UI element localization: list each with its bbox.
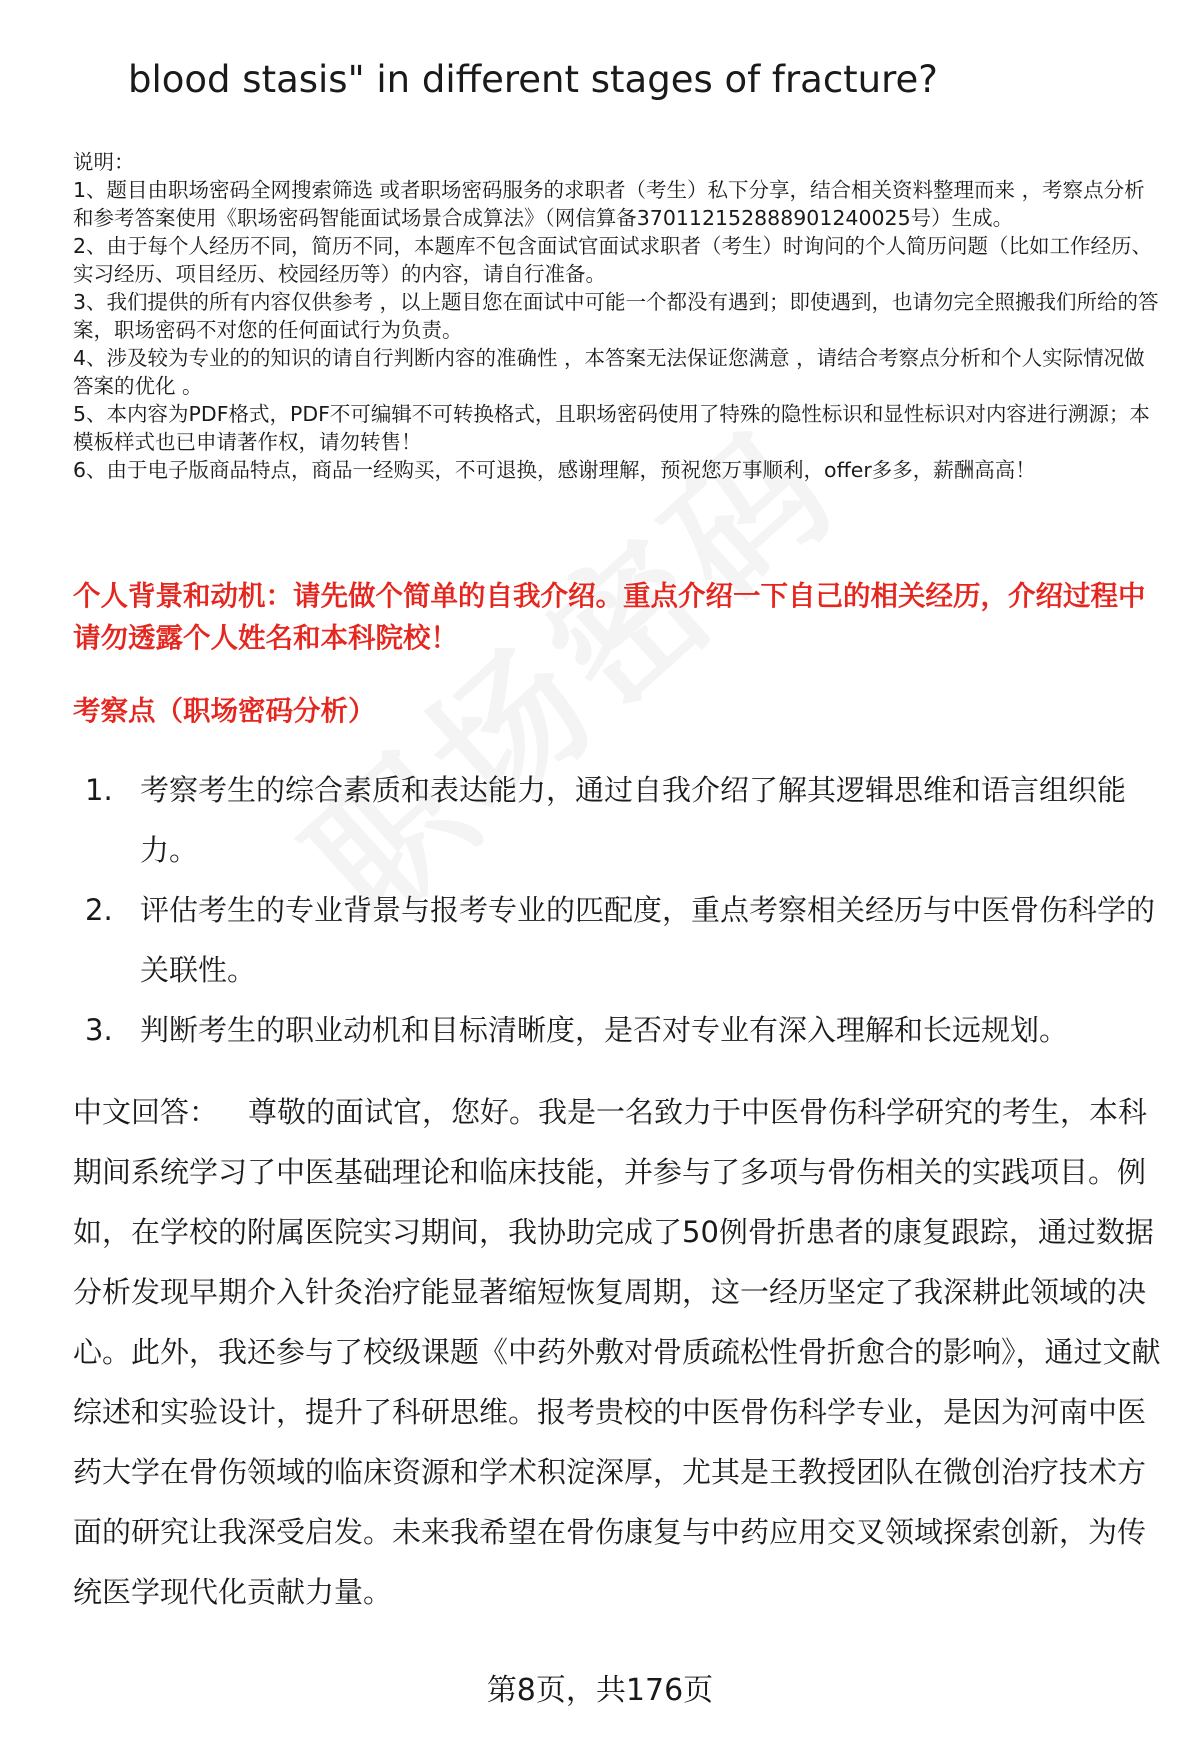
notes-block: [73, 148, 1163, 484]
notes-item: 2、由于每个人经历不同，简历不同，本题库不包含面试官面试求职者（考生）时询问的个人简历问题（比如工作经历、实习经历、项目经历、校园经历等）的内容，请自行准备。: [73, 234, 1153, 286]
answer-block: [73, 1082, 1163, 1622]
notes-item: 4、涉及较为专业的的知识的请自行判断内容的准确性 ，本答案无法保证您满意 ，请结合考察点分析和个人实际情况做答案的优化 。: [73, 346, 1145, 398]
notes-item: 3、我们提供的所有内容仅供参考 ，以上题目您在面试中可能一个都没有遇到；即使遇到，也请勿完全照搬我们所给的答案，职场密码不对您的任何面试行为负责。: [73, 290, 1159, 342]
list-item: [73, 1000, 1163, 1060]
list-item-number: 2.: [85, 893, 113, 927]
list-item: [73, 880, 1163, 1000]
interview-question: 个人背景和动机：请先做个简单的自我介绍。重点介绍一下自己的相关经历，介绍过程中请勿透露个人姓名和本科院校！: [73, 580, 1146, 654]
answer-label: 中文回答：: [73, 1095, 219, 1129]
list-item-number: 3.: [85, 1013, 113, 1047]
notes-item: 5、本内容为PDF格式，PDF不可编辑不可转换格式，且职场密码使用了特殊的隐性标识和显性标识对内容进行溯源；本模板样式也已申请著作权，请勿转售！: [73, 402, 1150, 454]
list-item-text: 判断考生的职业动机和目标清晰度，是否对专业有深入理解和长远规划。: [140, 1013, 1069, 1047]
assessment-points-list: [73, 760, 1163, 1060]
notes-item: 1、题目由职场密码全网搜索筛选 或者职场密码服务的求职者（考生）私下分享，结合相关资料整理而来 ，考察点分析和参考答案使用《职场密码智能面试场景合成算法》（网信算备370112152888901240025号）生成。: [73, 178, 1145, 230]
list-item-text: 考察考生的综合素质和表达能力，通过自我介绍了解其逻辑思维和语言组织能力。: [140, 773, 1127, 867]
list-item: [73, 760, 1163, 880]
notes-item: 6、由于电子版商品特点，商品一经购买，不可退换，感谢理解，预祝您万事顺利，offer多多，薪酬高高！: [73, 458, 1036, 482]
list-item-number: 1.: [85, 773, 113, 807]
notes-heading: 说明：: [73, 150, 135, 174]
section-title: 考察点（职场密码分析）: [73, 695, 376, 727]
question-tail-text: blood stasis" in different stages of fracture?: [128, 58, 938, 101]
list-item-text: 评估考生的专业背景与报考专业的匹配度，重点考察相关经历与中医骨伤科学的关联性。: [140, 893, 1156, 987]
answer-text: 尊敬的面试官，您好。我是一名致力于中医骨伤科学研究的考生，本科期间系统学习了中医基础理论和临床技能，并参与了多项与骨伤相关的实践项目。例如，在学校的附属医院实习期间，我协助完成了50例骨折患者的康复跟踪，通过数据分析发现早期介入针灸治疗能显著缩短恢复周期，这一经历坚定了我深耕此领域的决心。此外，我还参与了校级课题《中药外敷对骨质疏松性骨折愈合的影响》，通过文献综述和实验设计，提升了科研思维。报考贵校的中医骨伤科学专业，是因为河南中医药大学在骨伤领域的临床资源和学术积淀深厚，尤其是王教授团队在微创治疗技术方面的研究让我深受启发。未来我希望在骨伤康复与中药应用交叉领域探索创新，为传统医学现代化贡献力量。: [73, 1095, 1161, 1609]
page-number: 第8页，共176页: [486, 1673, 714, 1708]
